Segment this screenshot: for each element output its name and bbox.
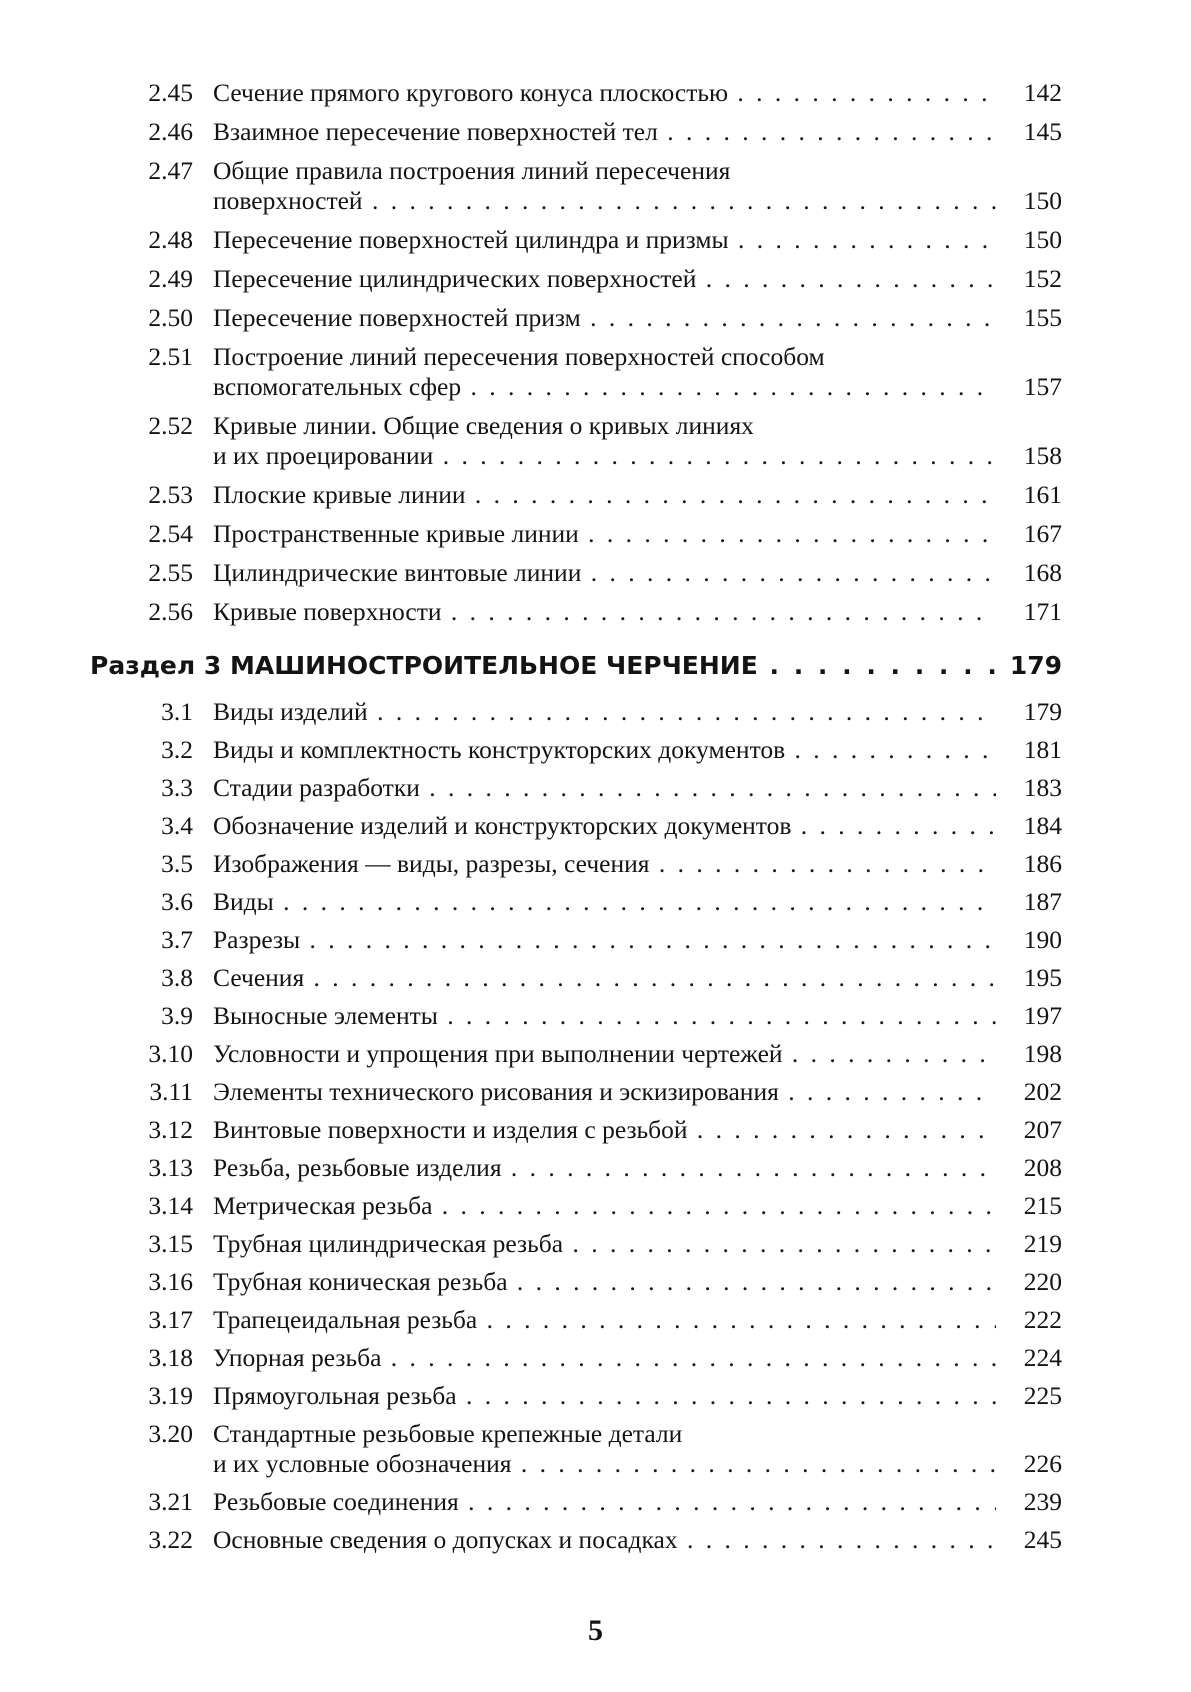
toc-entry[interactable] xyxy=(90,1419,1062,1479)
toc-entry-number: 2.45 xyxy=(148,78,193,107)
toc-entry-title-line: Резьбовые соединения . . . xyxy=(213,1487,996,1517)
toc-entry-page-number: 198 xyxy=(1023,1039,1062,1068)
toc-entry-number: 2.49 xyxy=(148,264,193,293)
toc-entry-number: 3.15 xyxy=(148,1229,193,1258)
toc-entry-page-number: 150 xyxy=(1023,186,1062,215)
toc-entry-spacer xyxy=(90,1479,1062,1487)
toc-entry-title xyxy=(193,1077,1062,1107)
toc-entry-title xyxy=(193,411,1062,471)
toc-entry-page-number: 142 xyxy=(1023,78,1062,107)
toc-entry-number: 3.13 xyxy=(148,1153,193,1182)
toc-entry-title xyxy=(193,480,1062,510)
toc-entry-title xyxy=(193,342,1062,402)
toc-entry-spacer xyxy=(90,1069,1062,1077)
toc-entry-title-line: Трапецеидальная резьба . . . xyxy=(213,1305,996,1335)
toc-entry-number: 3.17 xyxy=(148,1305,193,1334)
toc-entry-title xyxy=(193,519,1062,549)
toc-entry[interactable] xyxy=(90,1191,1062,1221)
toc-entry-title-line: Условности и упрощения при выполнении чертежей . . . xyxy=(213,1039,996,1069)
toc-entry[interactable] xyxy=(90,1115,1062,1145)
toc-entry-title-line: Прямоугольная резьба . . . xyxy=(213,1381,996,1411)
toc-entry-title-line: Изображения — виды, разрезы, сечения . . . xyxy=(213,849,996,879)
toc-entry-number: 3.8 xyxy=(161,963,193,992)
toc-entry-title xyxy=(193,697,1062,727)
toc-entry-title-line: поверхностей . . . xyxy=(213,186,996,216)
toc-entry-number: 3.14 xyxy=(148,1191,193,1220)
section-page-number: 179 xyxy=(1009,651,1062,680)
toc-section-heading[interactable] xyxy=(90,649,1062,683)
toc-entry-title-line: Упорная резьба . . . xyxy=(213,1343,996,1373)
toc-entry-title xyxy=(193,963,1062,993)
toc-entry[interactable] xyxy=(90,925,1062,955)
toc-entry[interactable] xyxy=(90,849,1062,879)
toc-entry-title xyxy=(193,1487,1062,1517)
toc-entry-spacer xyxy=(90,1335,1062,1343)
toc-entry-title-line: Трубная цилиндрическая резьба . . . xyxy=(213,1229,996,1259)
toc-entry[interactable] xyxy=(90,887,1062,917)
toc-entry-spacer xyxy=(90,803,1062,811)
toc-entry-page-number: 197 xyxy=(1023,1001,1062,1030)
toc-entry-title xyxy=(193,1305,1062,1335)
toc-entry-title-line: Основные сведения о допусках и посадках . . . xyxy=(213,1525,996,1555)
toc-entry-spacer xyxy=(90,1373,1062,1381)
toc-entry-number: 2.47 xyxy=(148,156,193,185)
toc-entry[interactable] xyxy=(90,697,1062,727)
toc-entry-page-number: 186 xyxy=(1023,849,1062,878)
toc-entry[interactable] xyxy=(90,156,1062,216)
toc-entry-number: 3.2 xyxy=(161,735,193,764)
toc-entry-number: 3.4 xyxy=(161,811,193,840)
toc-entry[interactable] xyxy=(90,1487,1062,1517)
toc-entry-page-number: 224 xyxy=(1023,1343,1062,1372)
toc-entry-number: 2.56 xyxy=(148,597,193,626)
toc-entry[interactable] xyxy=(90,1343,1062,1373)
toc-entry-title-line: Резьба, резьбовые изделия . . . xyxy=(213,1153,996,1183)
toc-entry-number: 2.55 xyxy=(148,558,193,587)
toc-entry-title xyxy=(193,1001,1062,1031)
section-title: Раздел 3 МАШИНОСТРОИТЕЛЬНОЕ ЧЕРЧЕНИЕ . . . xyxy=(90,649,996,683)
toc-entry-number: 3.7 xyxy=(161,925,193,954)
toc-entry[interactable] xyxy=(90,1039,1062,1069)
toc-entries-section-3 xyxy=(90,697,1062,1555)
toc-entry-spacer xyxy=(90,549,1062,558)
toc-entry[interactable] xyxy=(90,78,1062,108)
toc-entry[interactable] xyxy=(90,735,1062,765)
toc-entry-title xyxy=(193,1191,1062,1221)
toc-entry-page-number: 158 xyxy=(1023,441,1062,470)
toc-entry[interactable] xyxy=(90,519,1062,549)
toc-entry-page-number: 226 xyxy=(1023,1449,1062,1478)
toc-entry-title-line: Кривые линии. Общие сведения о кривых линиях xyxy=(213,411,754,440)
toc-entry-title xyxy=(193,597,1062,627)
toc-entry-title xyxy=(193,849,1062,879)
toc-entry-title xyxy=(193,78,1062,108)
toc-entry-title xyxy=(193,117,1062,147)
toc-entry-page-number: 161 xyxy=(1023,480,1062,509)
toc-entry-spacer xyxy=(90,1411,1062,1419)
toc-entry[interactable] xyxy=(90,1381,1062,1411)
toc-entry-page-number: 187 xyxy=(1023,887,1062,916)
toc-entry-page-number: 179 xyxy=(1023,697,1062,726)
toc-entry-title-line: Виды . . . xyxy=(213,887,996,917)
toc-entry[interactable] xyxy=(90,811,1062,841)
toc-entry-spacer xyxy=(90,917,1062,925)
toc-entry-spacer xyxy=(90,1517,1062,1525)
toc-entry-spacer xyxy=(90,993,1062,1001)
toc-entry-page-number: 152 xyxy=(1023,264,1062,293)
toc-entry-page-number: 215 xyxy=(1023,1191,1062,1220)
toc-entry-spacer xyxy=(90,1297,1062,1305)
toc-entry[interactable] xyxy=(90,1525,1062,1555)
toc-entry-spacer xyxy=(90,294,1062,303)
toc-entry-number: 3.16 xyxy=(148,1267,193,1296)
toc-entry-page-number: 208 xyxy=(1023,1153,1062,1182)
toc-entry[interactable] xyxy=(90,558,1062,588)
toc-entry-spacer xyxy=(90,879,1062,887)
toc-entry-number: 3.18 xyxy=(148,1343,193,1372)
toc-entry-title-line: Пересечение поверхностей призм . . . xyxy=(213,303,996,333)
toc-entry[interactable] xyxy=(90,963,1062,993)
toc-entry[interactable] xyxy=(90,225,1062,255)
toc-entry-page-number: 145 xyxy=(1023,117,1062,146)
toc-entry[interactable] xyxy=(90,597,1062,627)
toc-entry-number: 2.52 xyxy=(148,411,193,440)
toc-entry-number: 3.9 xyxy=(161,1001,193,1030)
toc-entry-title-line: Кривые поверхности . . . xyxy=(213,597,996,627)
toc-entry-title-line: Метрическая резьба . . . xyxy=(213,1191,996,1221)
toc-entry-spacer xyxy=(90,955,1062,963)
toc-entry-page-number: 190 xyxy=(1023,925,1062,954)
toc-entry-number: 3.1 xyxy=(161,697,193,726)
toc-entry-title-line: Обозначение изделий и конструкторских документов . . . xyxy=(213,811,996,841)
toc-entry-title xyxy=(193,887,1062,917)
toc-entry-title xyxy=(193,811,1062,841)
toc-entry[interactable] xyxy=(90,1305,1062,1335)
toc-entry-number: 2.50 xyxy=(148,303,193,332)
toc-entry-spacer xyxy=(90,216,1062,225)
toc-entry-spacer xyxy=(90,1183,1062,1191)
toc-entry-title-line: Плоские кривые линии . . . xyxy=(213,480,996,510)
toc-entry-spacer xyxy=(90,765,1062,773)
toc-entry-page-number: 181 xyxy=(1023,735,1062,764)
toc-entry-title xyxy=(193,773,1062,803)
toc-entry-number: 3.19 xyxy=(148,1381,193,1410)
toc-entry-page-number: 195 xyxy=(1023,963,1062,992)
toc-entry-spacer xyxy=(90,1031,1062,1039)
toc-entry-title-line: Элементы технического рисования и эскизирования . . . xyxy=(213,1077,996,1107)
toc-entry-title-line: Выносные элементы . . . xyxy=(213,1001,996,1031)
toc-entry-spacer xyxy=(90,1107,1062,1115)
toc-entry-spacer xyxy=(90,402,1062,411)
toc-entry-title xyxy=(193,1039,1062,1069)
toc-entry-title xyxy=(193,1153,1062,1183)
toc-entry[interactable] xyxy=(90,773,1062,803)
toc-entry-spacer xyxy=(90,255,1062,264)
toc-entry-spacer xyxy=(90,1145,1062,1153)
toc-entry[interactable] xyxy=(90,480,1062,510)
toc-entry-title-line: Стандартные резьбовые крепежные детали xyxy=(213,1419,683,1448)
toc-entry-spacer xyxy=(90,841,1062,849)
toc-entry-title xyxy=(193,1115,1062,1145)
toc-entry-title-line: Пересечение поверхностей цилиндра и призмы . . . xyxy=(213,225,996,255)
toc-entry-title xyxy=(193,558,1062,588)
toc-entry-spacer xyxy=(90,471,1062,480)
toc-entry-spacer xyxy=(90,333,1062,342)
toc-entry-spacer xyxy=(90,108,1062,117)
toc-entry-title-line: Виды и комплектность конструкторских документов . . . xyxy=(213,735,996,765)
toc-entry-page-number: 225 xyxy=(1023,1381,1062,1410)
toc-entry-page-number: 245 xyxy=(1023,1525,1062,1554)
toc-entry-title-line: Взаимное пересечение поверхностей тел . . . xyxy=(213,117,996,147)
toc-entry-spacer xyxy=(90,1221,1062,1229)
toc-entry-title-line: Стадии разработки . . . xyxy=(213,773,996,803)
toc-entry-title xyxy=(193,1419,1062,1479)
toc-entry-title-line: Пересечение цилиндрических поверхностей . . . xyxy=(213,264,996,294)
toc-entry-title-line: Виды изделий . . . xyxy=(213,697,996,727)
toc-entry-title xyxy=(193,303,1062,333)
page-number: 5 xyxy=(588,1614,603,1647)
toc-entry-title xyxy=(193,735,1062,765)
toc-entry-title-line: и их проецировании . . . xyxy=(213,441,996,471)
toc-entry-number: 3.10 xyxy=(148,1039,193,1068)
toc-entry-page-number: 155 xyxy=(1023,303,1062,332)
toc-entry[interactable] xyxy=(90,411,1062,471)
table-of-contents xyxy=(90,78,1062,1555)
toc-entry[interactable] xyxy=(90,1153,1062,1183)
toc-entry-title-line: Пространственные кривые линии . . . xyxy=(213,519,996,549)
toc-entry[interactable] xyxy=(90,342,1062,402)
toc-entry-number: 2.46 xyxy=(148,117,193,146)
toc-entry-title-line: и их условные обозначения . . . xyxy=(213,1449,996,1479)
toc-entry-page-number: 150 xyxy=(1023,225,1062,254)
toc-entry[interactable] xyxy=(90,1001,1062,1031)
toc-entry[interactable] xyxy=(90,1077,1062,1107)
toc-entry-number: 3.20 xyxy=(148,1419,193,1448)
toc-entry-title-line: Трубная коническая резьба . . . xyxy=(213,1267,996,1297)
toc-entry-title-line: Сечение прямого кругового конуса плоскостью . . . xyxy=(213,78,996,108)
toc-entry-title-line: Винтовые поверхности и изделия с резьбой . . . xyxy=(213,1115,996,1145)
toc-entry-page-number: 184 xyxy=(1023,811,1062,840)
toc-entry-number: 2.51 xyxy=(148,342,193,371)
toc-entry-page-number: 183 xyxy=(1023,773,1062,802)
toc-entry-page-number: 239 xyxy=(1023,1487,1062,1516)
toc-entry-number: 3.21 xyxy=(148,1487,193,1516)
toc-entry-title-line: Цилиндрические винтовые линии . . . xyxy=(213,558,996,588)
toc-entry[interactable] xyxy=(90,1229,1062,1259)
toc-entry-spacer xyxy=(90,147,1062,156)
toc-entry-number: 2.54 xyxy=(148,519,193,548)
toc-entry-title xyxy=(193,1267,1062,1297)
toc-entry-number: 3.11 xyxy=(149,1077,193,1106)
toc-entry[interactable] xyxy=(90,1267,1062,1297)
toc-entry-number: 3.6 xyxy=(161,887,193,916)
toc-entry-page-number: 207 xyxy=(1023,1115,1062,1144)
toc-entry-number: 3.12 xyxy=(148,1115,193,1144)
toc-entry[interactable] xyxy=(90,303,1062,333)
toc-entry-title-line: Общие правила построения линий пересечения xyxy=(213,156,731,185)
toc-entry-title-line: Сечения . . . xyxy=(213,963,996,993)
toc-entry-title xyxy=(193,1229,1062,1259)
toc-entry-page-number: 168 xyxy=(1023,558,1062,587)
toc-entry-page-number: 202 xyxy=(1023,1077,1062,1106)
toc-entry-title xyxy=(193,1381,1062,1411)
toc-entry-title xyxy=(193,225,1062,255)
toc-entry-title xyxy=(193,156,1062,216)
toc-entry[interactable] xyxy=(90,117,1062,147)
toc-entry-number: 3.3 xyxy=(161,773,193,802)
toc-entry-page-number: 222 xyxy=(1023,1305,1062,1334)
toc-entries-chapter-2 xyxy=(90,78,1062,627)
toc-entry-title xyxy=(193,1343,1062,1373)
toc-entry-spacer xyxy=(90,1259,1062,1267)
toc-entry-spacer xyxy=(90,727,1062,735)
toc-entry-title-line: Разрезы . . . xyxy=(213,925,996,955)
toc-entry-title xyxy=(193,1525,1062,1555)
toc-entry-spacer xyxy=(90,510,1062,519)
toc-entry-number: 3.22 xyxy=(148,1525,193,1554)
toc-entry-page-number: 219 xyxy=(1023,1229,1062,1258)
toc-entry-page-number: 157 xyxy=(1023,372,1062,401)
toc-entry-page-number: 220 xyxy=(1023,1267,1062,1296)
toc-entry-title xyxy=(193,264,1062,294)
toc-entry-title xyxy=(193,925,1062,955)
toc-entry-number: 2.48 xyxy=(148,225,193,254)
toc-entry-number: 2.53 xyxy=(148,480,193,509)
toc-entry-number: 3.5 xyxy=(161,849,193,878)
toc-entry-page-number: 167 xyxy=(1023,519,1062,548)
toc-entry-spacer xyxy=(90,588,1062,597)
toc-entry-page-number: 171 xyxy=(1023,597,1062,626)
toc-entry-title-line: Построение линий пересечения поверхностей способом xyxy=(213,342,825,371)
toc-entry-title-line: вспомогательных сфер . . . xyxy=(213,372,996,402)
toc-entry[interactable] xyxy=(90,264,1062,294)
